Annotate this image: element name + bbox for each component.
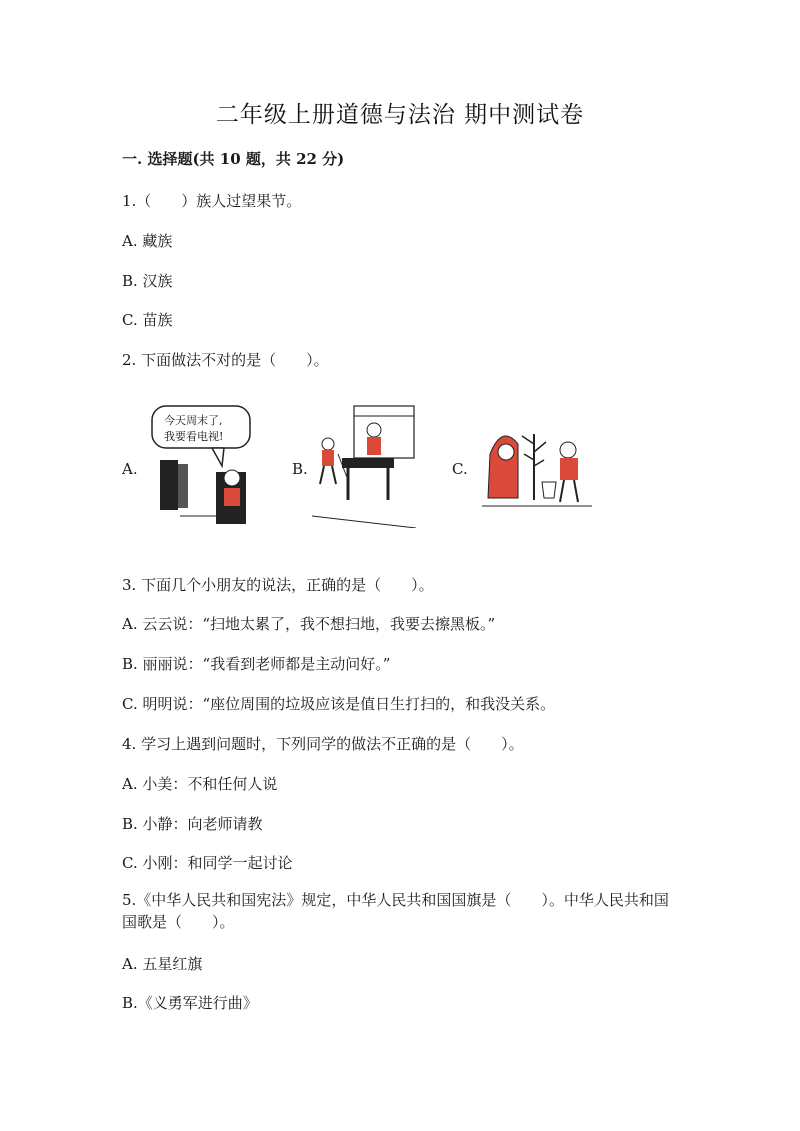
picture-c-planting (482, 414, 592, 518)
question-4-option-b: B. 小静：向老师请教 (122, 815, 263, 833)
speech-line-2: 我要看电视! (164, 430, 224, 443)
image-label-c: C. (452, 460, 468, 478)
question-5-option-a: A. 五星红旗 (122, 955, 203, 973)
question-5-stem: 5.《中华人民共和国宪法》规定，中华人民共和国国旗是（ ）。中华人民共和国国歌是（ ）。 (122, 891, 669, 931)
question-1-option-c: C. 苗族 (122, 311, 173, 329)
question-3-option-b: B. 丽丽说：“我看到老师都是主动问好。” (122, 655, 391, 673)
page-title: 二年级上册道德与法治 期中测试卷 (215, 102, 585, 128)
question-2-image-row (122, 400, 682, 530)
question-1-option-a: A. 藏族 (122, 232, 173, 250)
question-3-option-c: C. 明明说：“座位周围的垃圾应该是值日生打扫的，和我没关系。 (122, 695, 556, 713)
image-label-b: B. (292, 460, 308, 478)
speech-line-1: 今天周末了, (164, 414, 223, 427)
question-4-option-c: C. 小刚：和同学一起讨论 (122, 854, 293, 872)
question-1-option-b: B. 汉族 (122, 272, 173, 290)
question-2-stem: 2. 下面做法不对的是（ ）。 (122, 351, 329, 369)
question-3-stem: 3. 下面几个小朋友的说法，正确的是（ ）。 (122, 576, 434, 594)
question-3-option-a: A. 云云说：“扫地太累了，我不想扫地，我要去擦黑板。” (122, 615, 496, 633)
question-1-stem: 1.（ ）族人过望果节。 (122, 192, 302, 210)
section-heading: 一. 选择题(共 10 题，共 22 分) (122, 150, 345, 168)
question-4-option-a: A. 小美：不和任何人说 (122, 775, 278, 793)
question-5-option-b: B.《义勇军进行曲》 (122, 994, 258, 1012)
question-4-stem: 4. 学习上遇到问题时，下列同学的做法不正确的是（ ）。 (122, 735, 524, 753)
image-label-a: A. (122, 460, 138, 478)
picture-a-watching-tv (150, 404, 260, 528)
picture-b-cleaning (312, 404, 416, 528)
